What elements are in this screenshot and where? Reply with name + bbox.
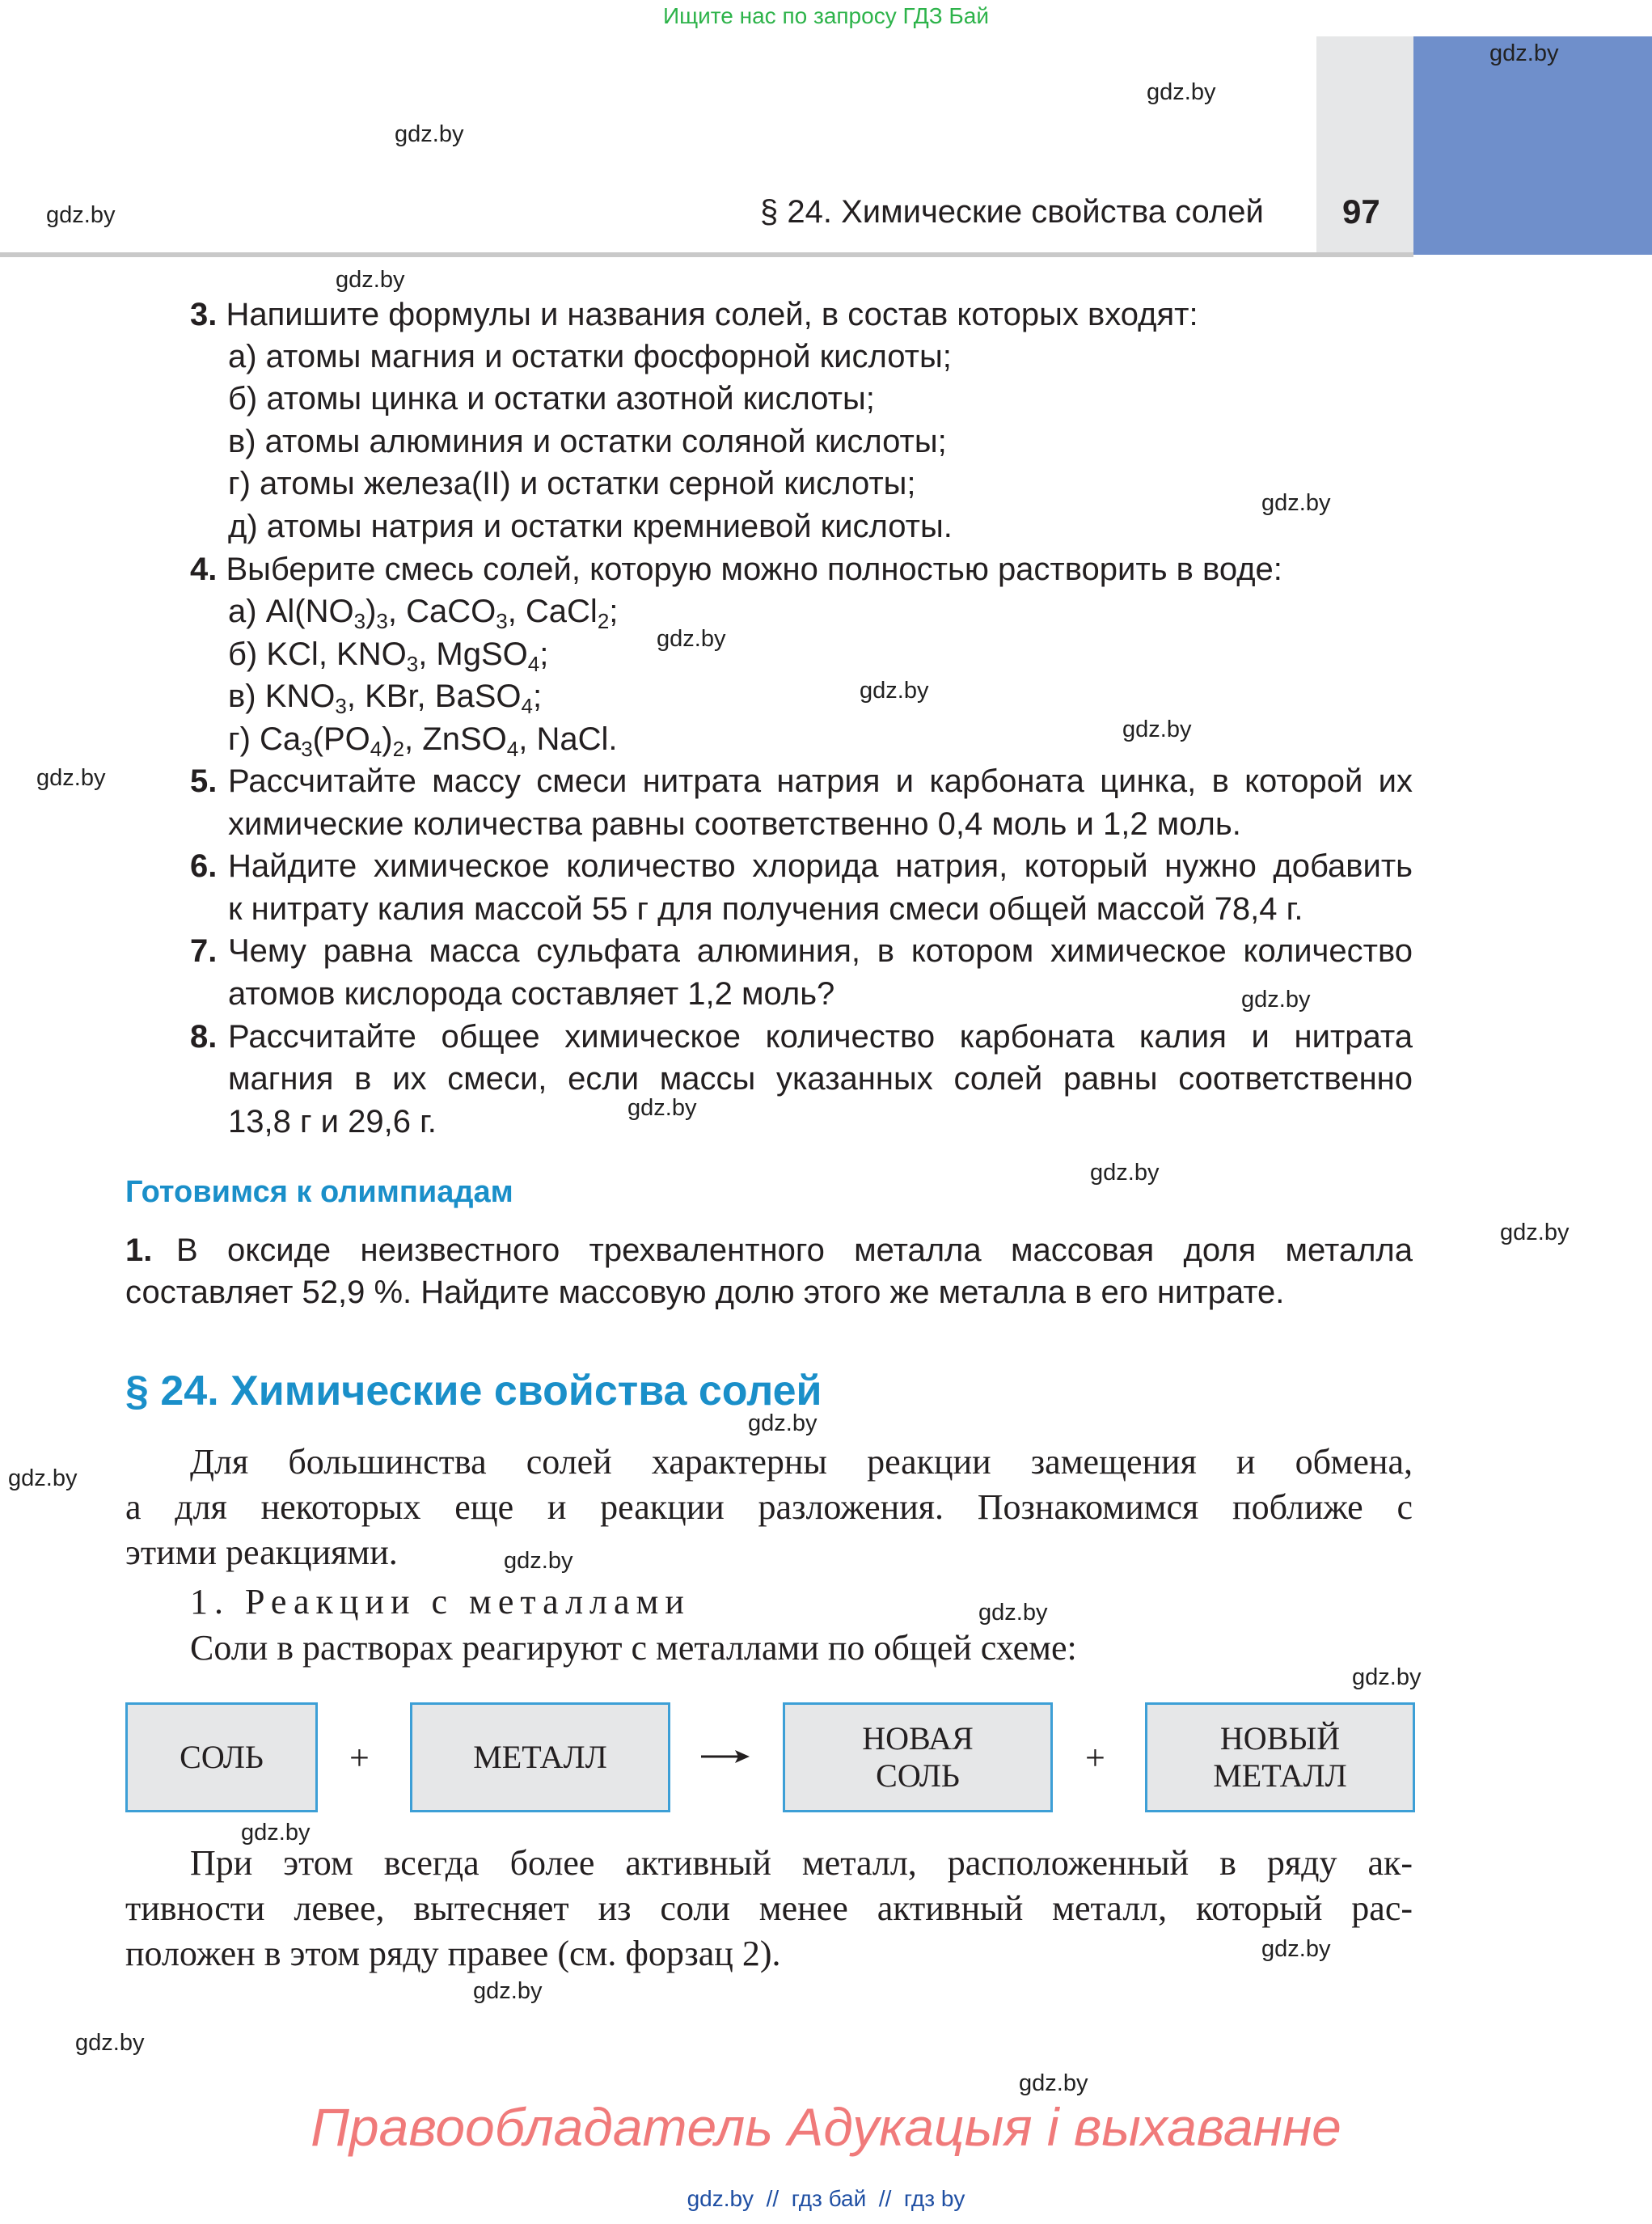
- watermark: gdz.by: [8, 1465, 78, 1491]
- watermark: gdz.by: [75, 2030, 145, 2056]
- watermark: gdz.by: [336, 267, 405, 293]
- question-4-item-c: в) $KNO_3$, KBr, BaSO$_4$;: [228, 679, 543, 718]
- question-4-item-b: б) KCl, $KNO_3$, MgSO$_4$;: [228, 636, 549, 676]
- section-title: § 24. Химические свойства солей: [125, 1368, 822, 1414]
- question-3-item-a: а) атомы магния и остатки фосфорной кислоты;: [228, 339, 952, 374]
- olympiad-line-1: В оксиде неизвестного трехвалентного металла массовая доля металла: [176, 1233, 1413, 1268]
- question-text: Выберите смесь солей, которую можно полностью растворить в воде:: [226, 552, 1282, 587]
- watermark: gdz.by: [36, 765, 106, 791]
- scheme-box-new-metal: НОВЫЙ МЕТАЛЛ: [1145, 1702, 1415, 1812]
- watermark: gdz.by: [46, 202, 116, 228]
- question-4-item-a: а) $Al(NO_3)_3$, CaCO$_3$, CaCl$_2$;: [228, 594, 619, 633]
- running-title: § 24. Химические свойства солей: [760, 194, 1264, 230]
- top-banner[interactable]: Ищите нас по запросу ГДЗ Бай: [662, 3, 990, 28]
- scheme-box-new-salt: НОВАЯ СОЛЬ: [783, 1702, 1053, 1812]
- question-3-item-c: в) атомы алюминия и остатки соляной кислоты;: [228, 424, 947, 459]
- section-intro-line-1: Для большинства солей характерны реакции замещения и обмена,: [190, 1442, 1413, 1482]
- question-6-number: 6.: [190, 848, 218, 884]
- question-3-item-b: б) атомы цинка и остатки азотной кислоты;: [228, 381, 875, 416]
- question-8-line-1: Рассчитайте общее химическое количество карбоната калия и нитрата: [228, 1019, 1413, 1055]
- paragraph-after-line-1: При этом всегда более активный металл, расположенный в ряду ак-: [190, 1843, 1413, 1883]
- watermark: gdz.by: [473, 1978, 543, 2004]
- question-6-line-2: к нитрату калия массой 55 г для получения смеси общей массой 78,4 г.: [228, 891, 1303, 927]
- question-8-line-2: магния в их смеси, если массы указанных солей равны соответственно: [228, 1061, 1413, 1097]
- watermark: gdz.by: [1489, 40, 1559, 66]
- question-7-line-2: атомов кислорода составляет 1,2 моль?: [228, 976, 835, 1012]
- watermark: gdz.by: [504, 1548, 573, 1574]
- section-intro-line-3: этими реакциями.: [125, 1533, 398, 1572]
- watermark: gdz.by: [1352, 1664, 1422, 1690]
- watermark: gdz.by: [657, 626, 726, 652]
- watermark: gdz.by: [241, 1820, 311, 1846]
- header-rule: [0, 252, 1413, 257]
- question-4: [190, 548, 1282, 590]
- question-8-number: 8.: [190, 1019, 218, 1055]
- olympiad-number: 1.: [125, 1233, 153, 1268]
- section-intro-line-2: а для некоторых еще и реакции разложения. Познакомимся поближе с: [125, 1487, 1413, 1527]
- scheme-plus: +: [1085, 1738, 1105, 1778]
- watermark: gdz.by: [1500, 1220, 1570, 1245]
- watermark: gdz.by: [1241, 987, 1311, 1013]
- watermark: gdz.by: [1147, 79, 1216, 105]
- question-5-line-2: химические количества равны соответственно 0,4 моль и 1,2 моль.: [228, 806, 1241, 842]
- question-7-number: 7.: [190, 933, 218, 969]
- paragraph-after-line-3: положен в этом ряду правее (см. форзац 2).: [125, 1934, 781, 1973]
- question-number: 4.: [190, 552, 218, 587]
- watermark: gdz.by: [978, 1600, 1048, 1626]
- scheme-intro: Соли в растворах реагируют с металлами по общей схеме:: [190, 1628, 1077, 1668]
- question-number: 3.: [190, 297, 218, 332]
- olympiad-line-2: составляет 52,9 %. Найдите массовую долю этого же металла в его нитрате.: [125, 1275, 1285, 1310]
- scheme-plus: +: [349, 1738, 370, 1778]
- question-7-line-1: Чему равна масса сульфата алюминия, в котором химическое количество: [228, 933, 1413, 969]
- question-8-line-3: 13,8 г и 29,6 г.: [228, 1104, 437, 1139]
- scheme-box-metal: МЕТАЛЛ: [410, 1702, 670, 1812]
- watermark: gdz.by: [1019, 2070, 1088, 2096]
- watermark: gdz.by: [1261, 1936, 1331, 1962]
- watermark: gdz.by: [1122, 717, 1192, 742]
- question-3-item-d: г) атомы железа(II) и остатки серной кислоты;: [228, 466, 916, 501]
- watermark: gdz.by: [748, 1410, 818, 1436]
- footer-links[interactable]: gdz.by // гдз бай // гдз by: [687, 2186, 965, 2211]
- watermark: gdz.by: [860, 678, 929, 704]
- question-5-line-1: Рассчитайте массу смеси нитрата натрия и карбоната цинка, в которой их: [228, 763, 1413, 799]
- question-6-line-1: Найдите химическое количество хлорида натрия, который нужно добавить: [228, 848, 1413, 884]
- watermark: gdz.by: [1090, 1160, 1160, 1186]
- copyright-notice: Правообладатель Адукацыя і выхаванне: [311, 2097, 1341, 2157]
- scheme-box-salt: СОЛЬ: [125, 1702, 318, 1812]
- question-3: [190, 294, 1198, 336]
- question-3-item-e: д) атомы натрия и остатки кремниевой кислоты.: [228, 509, 953, 544]
- arrow-right-icon: [701, 1747, 750, 1766]
- page-number: 97: [1342, 192, 1380, 230]
- question-4-item-d: г) $Ca_3(PO_4)_2$, ZnSO$_4$, NaCl.: [228, 721, 618, 761]
- header-blue-band: [1413, 36, 1652, 255]
- question-5-number: 5.: [190, 763, 218, 799]
- subheading-reactions-with-metals: 1. Реакции с металлами: [190, 1582, 691, 1621]
- watermark: gdz.by: [395, 121, 464, 147]
- olympiad-heading: Готовимся к олимпиадам: [125, 1175, 513, 1209]
- question-text: Напишите формулы и названия солей, в состав которых входят:: [226, 297, 1198, 332]
- paragraph-after-line-2: тивности левее, вытесняет из соли менее активный металл, который рас-: [125, 1888, 1413, 1928]
- watermark: gdz.by: [1261, 490, 1331, 516]
- watermark: gdz.by: [627, 1095, 697, 1121]
